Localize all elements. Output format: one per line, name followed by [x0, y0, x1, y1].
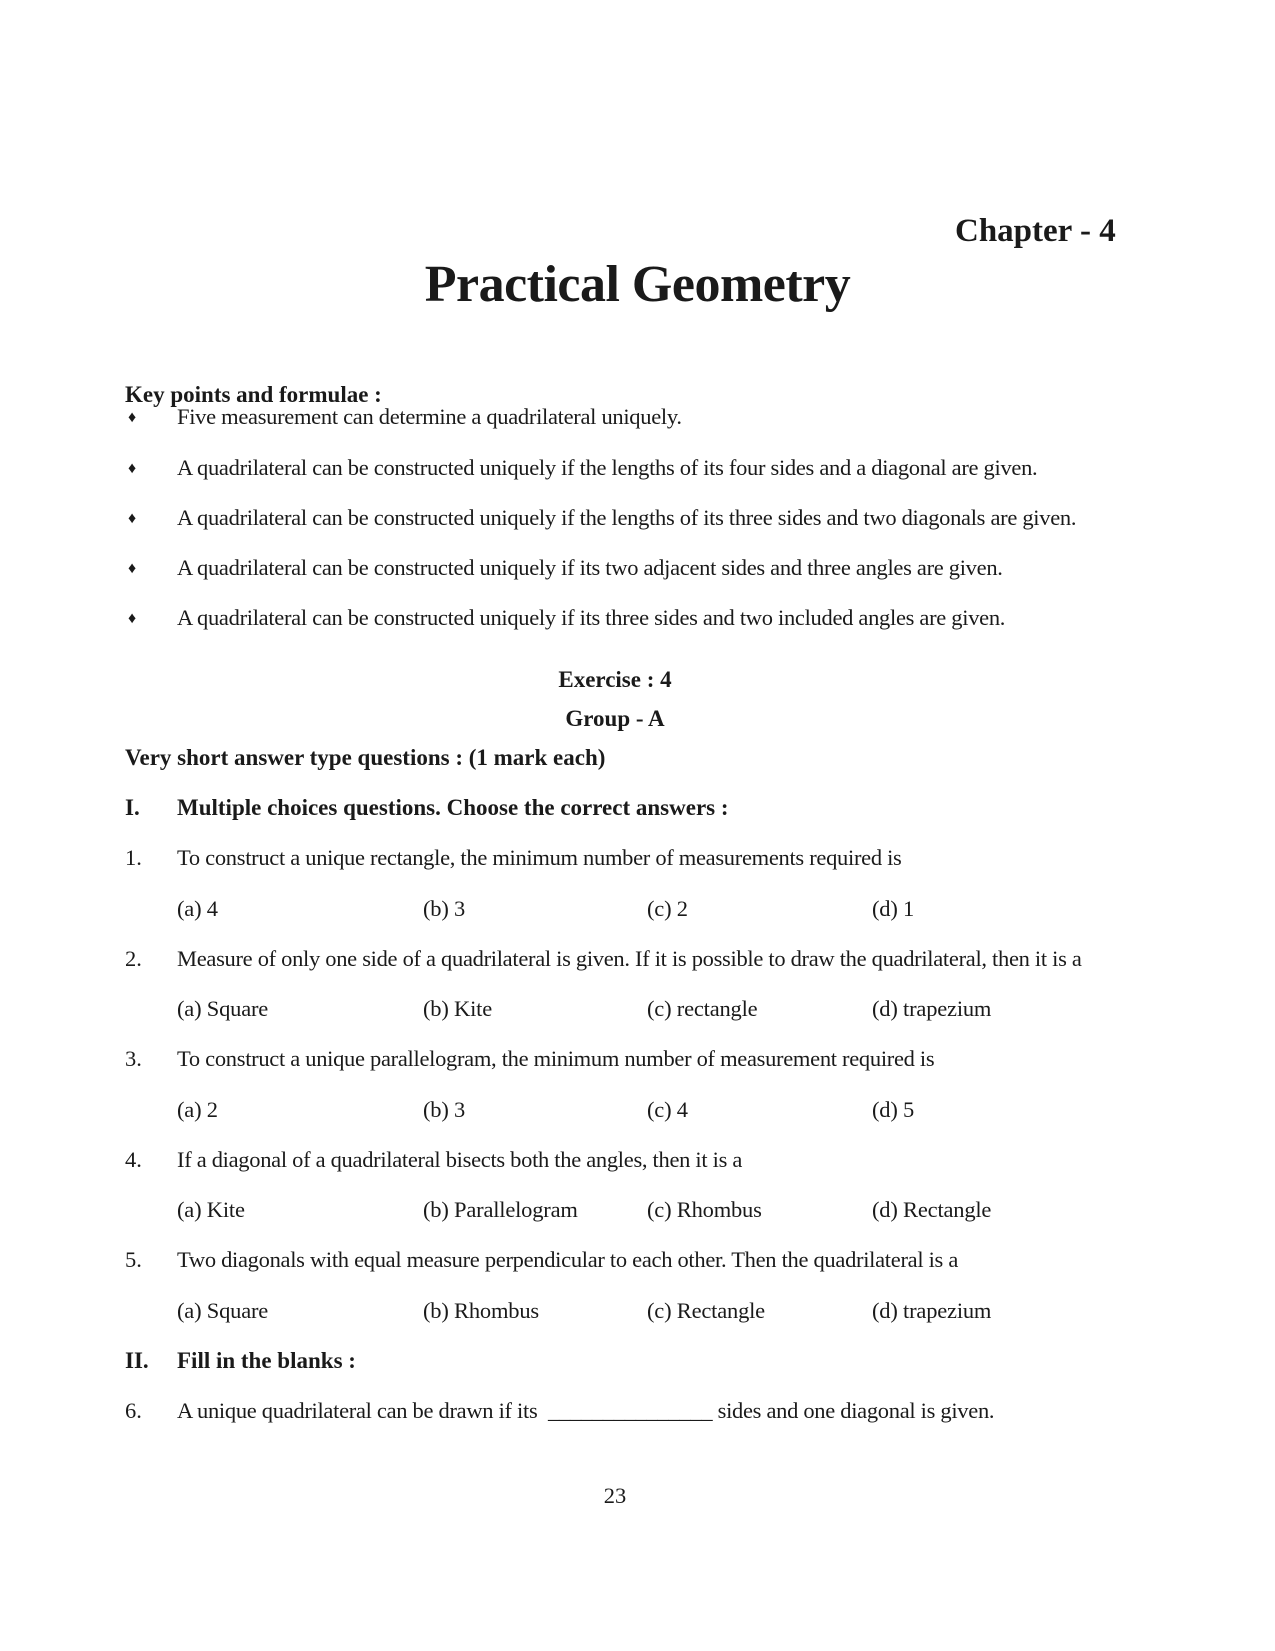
question-number: 2. [125, 946, 142, 971]
question-text: To construct a unique rectangle, the minimum number of measurements required is [177, 845, 902, 870]
bullet-icon: ♦ [128, 510, 137, 527]
question-text: Two diagonals with equal measure perpendicular to each other. Then the quadrilateral is a [177, 1247, 959, 1272]
option-c: (c) 2 [647, 896, 688, 921]
bullet-icon: ♦ [128, 460, 137, 477]
bullet-icon: ♦ [128, 560, 137, 577]
fill-blank-text: A unique quadrilateral can be drawn if its _______________ sides and one diagonal is given. [177, 1398, 995, 1423]
key-point-3: A quadrilateral can be constructed uniquely if the lengths of its three sides and two diagonals are given. [177, 505, 1077, 530]
page-number: 23 [603, 1483, 627, 1508]
option-d: (d) 1 [872, 896, 915, 921]
group-title: Group - A [565, 706, 665, 731]
option-b: (b) Parallelogram [423, 1197, 578, 1222]
option-a: (a) 2 [177, 1097, 218, 1122]
question-text: Measure of only one side of a quadrilateral is given. If it is possible to draw the quadrilateral, then it is a [177, 946, 1082, 971]
key-point-1: Five measurement can determine a quadrilateral uniquely. [177, 404, 682, 429]
question-text: If a diagonal of a quadrilateral bisects both the angles, then it is a [177, 1147, 743, 1172]
chapter-label: Chapter - 4 [955, 213, 1116, 249]
option-c: (c) Rectangle [647, 1298, 765, 1323]
question-number: 1. [125, 845, 142, 870]
option-b: (b) 3 [423, 896, 466, 921]
option-d: (d) trapezium [872, 996, 992, 1021]
key-points-heading: Key points and formulae : [125, 382, 382, 407]
option-a: (a) Square [177, 1298, 269, 1323]
question-text: To construct a unique parallelogram, the minimum number of measurement required is [177, 1046, 935, 1071]
option-d: (d) trapezium [872, 1298, 992, 1323]
option-b: (b) Kite [423, 996, 492, 1021]
part-number: I. [125, 795, 140, 820]
option-c: (c) rectangle [647, 996, 758, 1021]
option-a: (a) 4 [177, 896, 218, 921]
option-a: (a) Square [177, 996, 269, 1021]
option-a: (a) Kite [177, 1197, 245, 1222]
part-number: II. [125, 1348, 149, 1373]
option-d: (d) 5 [872, 1097, 915, 1122]
page-title: Practical Geometry [424, 256, 851, 313]
option-b: (b) Rhombus [423, 1298, 539, 1323]
exercise-title: Exercise : 4 [558, 667, 672, 692]
question-number: 5. [125, 1247, 142, 1272]
key-point-4: A quadrilateral can be constructed uniquely if its two adjacent sides and three angles are given. [177, 555, 1003, 580]
section-heading: Very short answer type questions : (1 mark each) [125, 745, 606, 770]
question-number: 3. [125, 1046, 142, 1071]
option-d: (d) Rectangle [872, 1197, 992, 1222]
option-c: (c) 4 [647, 1097, 688, 1122]
part-heading: Fill in the blanks : [177, 1348, 356, 1373]
key-point-5: A quadrilateral can be constructed uniquely if its three sides and two included angles are given. [177, 605, 1006, 630]
part-heading: Multiple choices questions. Choose the correct answers : [177, 795, 729, 820]
question-number: 4. [125, 1147, 142, 1172]
option-c: (c) Rhombus [647, 1197, 762, 1222]
bullet-icon: ♦ [128, 409, 137, 426]
key-point-2: A quadrilateral can be constructed uniquely if the lengths of its four sides and a diagonal are given. [177, 455, 1038, 480]
bullet-icon: ♦ [128, 610, 137, 627]
question-number: 6. [125, 1398, 142, 1423]
option-b: (b) 3 [423, 1097, 466, 1122]
